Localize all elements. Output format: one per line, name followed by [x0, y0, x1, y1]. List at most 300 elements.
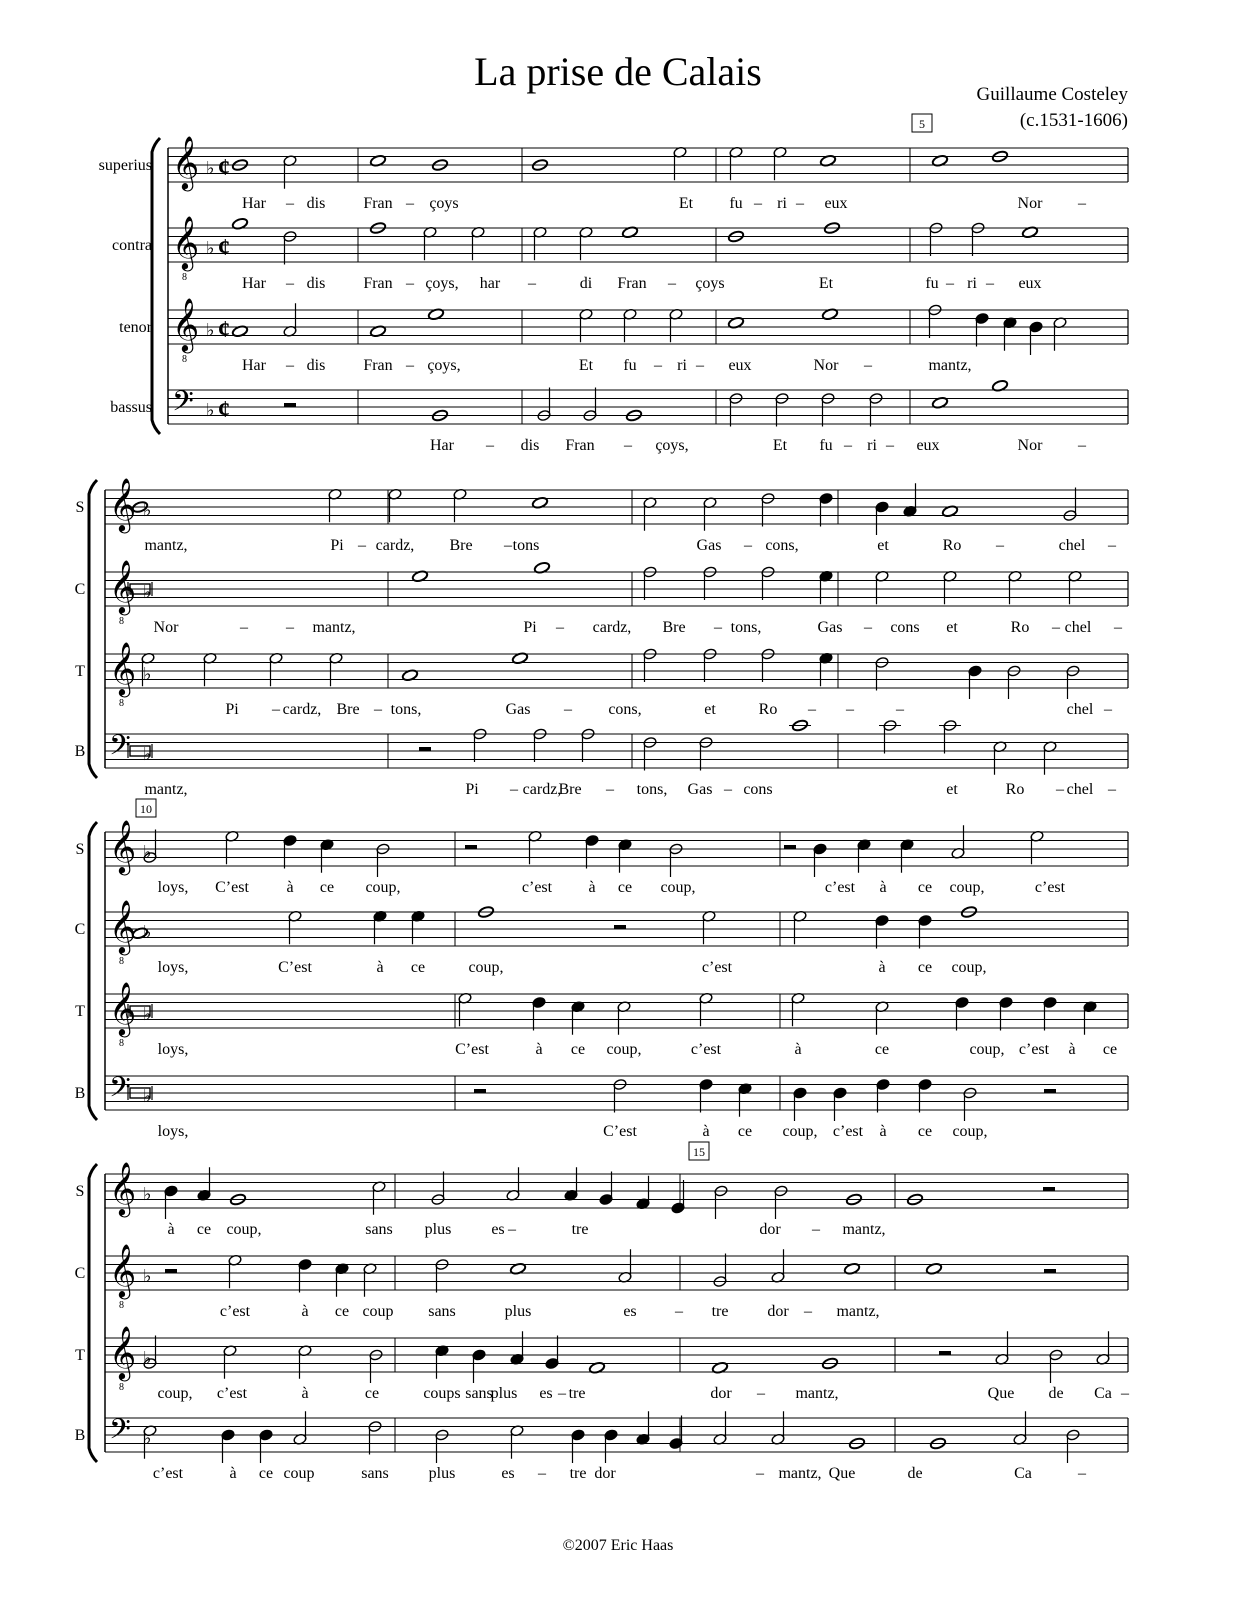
lyric-hyphen: – [374, 701, 382, 718]
staff [99, 135, 1128, 212]
lyric-syllable: ce [737, 1123, 753, 1140]
octave-eight-icon: 8 [119, 1038, 124, 1049]
lyric-hyphen: – [844, 437, 852, 454]
voice-label: contra [112, 237, 152, 254]
voice-label: B [74, 743, 86, 760]
lyric-syllable: Ro [1005, 781, 1025, 798]
lyric-syllable: cons [890, 619, 920, 636]
voice-label: tenor [119, 319, 152, 336]
lyric-hyphen: – [286, 619, 294, 636]
lyric-syllable: c’est [1034, 879, 1066, 896]
lyric-hyphen: – [538, 1465, 546, 1482]
treble-clef-icon: 𝄞 [109, 1325, 137, 1379]
staff [76, 477, 1128, 554]
lyric-hyphen: – [754, 195, 762, 212]
lyric-hyphen: – [1114, 619, 1122, 636]
staff [75, 981, 1128, 1058]
lyric-syllable: dis [306, 195, 326, 212]
lyric-syllable: mantz, [144, 537, 188, 554]
staff [75, 1325, 1130, 1402]
lyric-syllable: Fran [617, 275, 647, 292]
lyric-syllable: tons, [390, 701, 422, 718]
lyric-hyphen: – [286, 357, 294, 374]
flat-icon: ♭ [206, 320, 215, 340]
lyric-hyphen: – [510, 781, 518, 798]
lyric-syllable: sans [361, 1465, 389, 1482]
rest-icon [614, 925, 626, 929]
lyric-syllable: chel [1064, 619, 1092, 636]
lyric-syllable: Nor [813, 357, 839, 374]
lyric-syllable: à [376, 959, 384, 976]
lyric-syllable: plus [428, 1465, 456, 1482]
lyric-hyphen: – [508, 1221, 516, 1238]
lyric-hyphen: – [486, 437, 494, 454]
lyric-syllable: dis [306, 275, 326, 292]
composer-name: Guillaume Costeley [976, 84, 1128, 105]
lyric-hyphen: – [1052, 619, 1060, 636]
lyric-syllable: coup [283, 1465, 315, 1482]
lyric-syllable: et [877, 537, 889, 554]
lyric-hyphen: – [406, 195, 414, 212]
lyric-syllable: eux [728, 357, 752, 374]
lyric-syllable: sans [428, 1303, 456, 1320]
lyric-syllable: har [479, 275, 501, 292]
lyric-syllable: C’est [278, 959, 312, 976]
lyric-syllable: sans [465, 1385, 493, 1402]
lyric-syllable: coup, [468, 959, 504, 976]
lyric-syllable: es [539, 1385, 553, 1402]
lyric-hyphen: – [812, 1221, 820, 1238]
voice-label: S [75, 499, 85, 516]
lyric-hyphen: – [714, 619, 722, 636]
lyric-syllable: c’est [1018, 1041, 1050, 1058]
lyric-syllable: eux [916, 437, 940, 454]
staff [76, 819, 1128, 896]
lyric-syllable: ce [874, 1041, 890, 1058]
lyric-syllable: coups [423, 1385, 461, 1402]
voice-label: S [75, 841, 85, 858]
lyric-syllable: et [946, 781, 958, 798]
treble-clef-icon: 𝄞 [109, 559, 137, 613]
lyric-syllable: coup, [660, 879, 696, 896]
lyric-syllable: coup, [951, 959, 987, 976]
lyric-syllable: Et [772, 437, 788, 454]
system [75, 799, 1128, 1140]
lyric-syllable: ce [570, 1041, 586, 1058]
lyric-syllable: Fran [565, 437, 595, 454]
lyric-syllable: mantz, [836, 1303, 880, 1320]
lyric-syllable: Bre [662, 619, 686, 636]
lyric-hyphen: – [896, 701, 904, 718]
lyric-syllable: à [1068, 1041, 1076, 1058]
lyric-syllable: fu [729, 195, 743, 212]
lyric-syllable: Ca [1014, 1465, 1032, 1482]
lyric-syllable: Ro [1010, 619, 1030, 636]
lyric-hyphen: – [808, 701, 816, 718]
lyric-syllable: tons [512, 537, 540, 554]
lyric-syllable: Bre [449, 537, 473, 554]
lyric-syllable: sans [365, 1221, 393, 1238]
lyric-hyphen: – [1108, 537, 1116, 554]
lyric-syllable: es [491, 1221, 505, 1238]
staff [75, 899, 1128, 976]
flat-icon: ♭ [206, 238, 215, 258]
lyric-syllable: es [623, 1303, 637, 1320]
lyric-syllable: de [907, 1465, 923, 1482]
lyric-syllable: coup, [226, 1221, 262, 1238]
voice-label: C [74, 921, 86, 938]
lyric-syllable: eux [1018, 275, 1042, 292]
voice-label: C [74, 581, 86, 598]
treble-clef-icon: 𝄞 [109, 1161, 137, 1215]
system [75, 477, 1128, 798]
lyric-hyphen: – [606, 781, 614, 798]
measure-number: 15 [693, 1145, 705, 1159]
lyric-hyphen: – [796, 195, 804, 212]
lyric-syllable: çoys, [655, 437, 689, 454]
voice-label: T [75, 1347, 85, 1364]
lyric-syllable: ce [917, 1123, 933, 1140]
lyric-hyphen: – [358, 537, 366, 554]
lyric-hyphen: – [240, 619, 248, 636]
lyric-syllable: çoys, [427, 357, 461, 374]
lyric-hyphen: – [1078, 437, 1086, 454]
cut-time-icon: ¢ [218, 235, 230, 261]
lyric-syllable: dor [759, 1221, 781, 1238]
voice-label: S [75, 1183, 85, 1200]
lyric-hyphen: – [558, 1385, 566, 1402]
flat-icon: ♭ [143, 1086, 152, 1106]
lyric-syllable: es [501, 1465, 515, 1482]
lyric-syllable: Et [678, 195, 694, 212]
lyric-syllable: cons [743, 781, 773, 798]
lyric-hyphen: – [756, 1465, 764, 1482]
lyric-syllable: mantz, [795, 1385, 839, 1402]
rest-icon [1043, 1187, 1055, 1191]
lyric-hyphen: – [1108, 781, 1116, 798]
bass-clef-icon: 𝄢 [109, 1071, 131, 1111]
lyric-hyphen: – [654, 357, 662, 374]
lyric-syllable: çoys [695, 275, 725, 292]
staff [75, 1071, 1128, 1140]
lyric-hyphen: – [624, 437, 632, 454]
lyric-syllable: Fran [363, 275, 393, 292]
lyric-syllable: à [794, 1041, 802, 1058]
flat-icon: ♭ [143, 1348, 152, 1368]
flat-icon: ♭ [143, 744, 152, 764]
lyric-syllable: mantz, [778, 1465, 822, 1482]
lyric-hyphen: – [406, 275, 414, 292]
lyric-syllable: Nor [1017, 437, 1043, 454]
treble-clef-icon: 𝄞 [172, 297, 200, 351]
lyric-syllable: ce [334, 1303, 350, 1320]
rest-icon [1044, 1089, 1056, 1093]
lyric-syllable: à [588, 879, 596, 896]
lyric-syllable: C’est [603, 1123, 637, 1140]
lyric-syllable: ce [410, 959, 426, 976]
octave-eight-icon: 8 [182, 354, 187, 365]
lyric-syllable: di [579, 275, 593, 292]
lyric-syllable: Pi [330, 537, 344, 554]
rest-icon [419, 747, 431, 751]
lyric-syllable: C’est [215, 879, 249, 896]
lyric-hyphen: – [556, 619, 564, 636]
lyric-syllable: ri [867, 437, 877, 454]
lyric-syllable: à [879, 1123, 887, 1140]
lyric-syllable: loys, [157, 1041, 189, 1058]
lyric-syllable: et [946, 619, 958, 636]
lyric-syllable: ce [917, 959, 933, 976]
lyric-syllable: Gas [817, 619, 843, 636]
lyric-syllable: coup, [606, 1041, 642, 1058]
lyric-syllable: dis [520, 437, 540, 454]
lyric-syllable: Gas [696, 537, 722, 554]
lyric-hyphen: – [675, 1303, 683, 1320]
lyric-hyphen: – [724, 781, 732, 798]
system-bracket [89, 1164, 97, 1462]
treble-clef-icon: 𝄞 [109, 819, 137, 873]
octave-eight-icon: 8 [182, 272, 187, 283]
lyric-syllable: Pi [225, 701, 239, 718]
lyric-syllable: et [704, 701, 716, 718]
flat-icon: ♭ [206, 400, 215, 420]
lyric-hyphen: – [286, 195, 294, 212]
rest-icon [1044, 1269, 1056, 1273]
lyric-syllable: Que [828, 1465, 856, 1482]
lyric-hyphen: – [804, 1303, 812, 1320]
lyric-syllable: c’est [216, 1385, 248, 1402]
lyric-syllable: dor [767, 1303, 789, 1320]
lyric-syllable: ce [258, 1465, 274, 1482]
lyric-syllable: chel [1058, 537, 1086, 554]
lyric-syllable: à [878, 959, 886, 976]
lyric-syllable: à [879, 879, 887, 896]
lyric-syllable: à [702, 1123, 710, 1140]
lyric-syllable: coup, [969, 1041, 1005, 1058]
page-title: La prise de Calais [474, 49, 762, 94]
lyric-syllable: Nor [1017, 195, 1043, 212]
lyric-syllable: tre [569, 1465, 587, 1482]
lyric-syllable: c’est [832, 1123, 864, 1140]
lyric-syllable: Ro [758, 701, 778, 718]
rest-icon [465, 845, 477, 849]
flat-icon: ♭ [143, 500, 152, 520]
lyric-syllable: çoys [429, 195, 459, 212]
lyric-syllable: Bre [558, 781, 582, 798]
voice-label: C [74, 1265, 86, 1282]
lyric-syllable: cons, [765, 537, 799, 554]
cut-time-icon: ¢ [218, 155, 230, 181]
flat-icon: ♭ [143, 664, 152, 684]
staff [75, 719, 1128, 798]
lyric-syllable: plus [504, 1303, 532, 1320]
lyric-syllable: fu [623, 357, 637, 374]
lyric-hyphen: – [1104, 701, 1112, 718]
lyric-syllable: Nor [153, 619, 179, 636]
lyric-syllable: cardz, [375, 537, 415, 554]
lyric-hyphen: – [504, 537, 512, 554]
lyric-syllable: c’est [152, 1465, 184, 1482]
lyric-syllable: Fran [363, 357, 393, 374]
lyric-syllable: coup [362, 1303, 394, 1320]
lyric-syllable: cardz, [522, 781, 562, 798]
lyric-syllable: mantz, [144, 781, 188, 798]
bass-clef-icon: 𝄢 [109, 1413, 131, 1453]
voice-label: superius [98, 157, 152, 174]
lyric-hyphen: – [986, 275, 994, 292]
lyric-syllable: de [1048, 1385, 1064, 1402]
lyric-syllable: tre [711, 1303, 729, 1320]
flat-icon: ♭ [143, 1004, 152, 1024]
lyric-syllable: cardz, [282, 701, 322, 718]
lyric-syllable: eux [824, 195, 848, 212]
lyric-syllable: loys, [157, 879, 189, 896]
lyric-syllable: çoys, [425, 275, 459, 292]
system-bracket [89, 822, 97, 1120]
lyric-syllable: chel [1066, 781, 1094, 798]
lyric-syllable: Bre [336, 701, 360, 718]
lyric-hyphen: – [757, 1385, 765, 1402]
flat-icon: ♭ [143, 1428, 152, 1448]
lyric-hyphen: – [1056, 781, 1064, 798]
lyric-syllable: Et [818, 275, 834, 292]
lyric-syllable: ce [319, 879, 335, 896]
lyric-syllable: ce [1102, 1041, 1118, 1058]
lyric-syllable: C’est [455, 1041, 489, 1058]
rest-icon [784, 845, 796, 849]
lyric-syllable: coup, [365, 879, 401, 896]
lyric-syllable: coup, [949, 879, 985, 896]
lyric-syllable: c’est [701, 959, 733, 976]
treble-clef-icon: 𝄞 [109, 899, 137, 953]
lyric-syllable: Ca [1094, 1385, 1112, 1402]
octave-eight-icon: 8 [119, 698, 124, 709]
lyric-hyphen: – [1078, 195, 1086, 212]
staff [75, 1243, 1128, 1320]
measure-number: 10 [140, 802, 152, 816]
lyric-hyphen: – [696, 357, 704, 374]
flat-icon: ♭ [143, 1184, 152, 1204]
lyric-hyphen: – [564, 701, 572, 718]
rest-icon [284, 403, 296, 407]
lyric-syllable: dor [710, 1385, 732, 1402]
lyric-syllable: coup, [782, 1123, 818, 1140]
lyric-hyphen: – [272, 701, 280, 718]
lyric-syllable: tons, [730, 619, 762, 636]
flat-icon: ♭ [143, 922, 152, 942]
lyric-syllable: plus [424, 1221, 452, 1238]
lyric-syllable: Har [242, 357, 266, 374]
lyric-syllable: tre [568, 1385, 586, 1402]
voice-label: bassus [110, 399, 152, 416]
lyric-hyphen: – [996, 537, 1004, 554]
lyric-hyphen: – [286, 275, 294, 292]
measure-number: 5 [919, 117, 925, 131]
treble-clef-icon: 𝄞 [109, 981, 137, 1035]
lyric-hyphen: – [886, 437, 894, 454]
lyric-syllable: mantz, [312, 619, 356, 636]
lyric-syllable: tre [571, 1221, 589, 1238]
staff [75, 641, 1128, 718]
lyric-syllable: ri [677, 357, 687, 374]
lyric-syllable: dor [594, 1465, 616, 1482]
bass-clef-icon: 𝄢 [172, 385, 194, 425]
voice-label: B [74, 1085, 86, 1102]
lyric-syllable: c’est [219, 1303, 251, 1320]
treble-clef-icon: 𝄞 [109, 477, 137, 531]
lyric-syllable: Har [242, 275, 266, 292]
lyric-syllable: à [286, 879, 294, 896]
treble-clef-icon: 𝄞 [172, 215, 200, 269]
treble-clef-icon: 𝄞 [109, 1243, 137, 1297]
lyric-syllable: mantz, [842, 1221, 886, 1238]
lyric-hyphen: – [946, 275, 954, 292]
rest-icon [474, 1089, 486, 1093]
staff [112, 215, 1128, 292]
lyric-hyphen: – [864, 619, 872, 636]
lyric-syllable: à [167, 1221, 175, 1238]
lyric-syllable: plus [490, 1385, 518, 1402]
lyric-hyphen: – [668, 275, 676, 292]
bass-clef-icon: 𝄢 [109, 729, 131, 769]
lyric-syllable: cons, [608, 701, 642, 718]
lyric-syllable: Har [242, 195, 266, 212]
treble-clef-icon: 𝄞 [172, 135, 200, 189]
lyric-syllable: c’est [824, 879, 856, 896]
lyric-syllable: Har [430, 437, 454, 454]
lyric-syllable: Pi [465, 781, 479, 798]
cut-time-icon: ¢ [218, 317, 230, 343]
lyric-syllable: fu [819, 437, 833, 454]
lyric-syllable: loys, [157, 1123, 189, 1140]
lyric-hyphen: – [846, 701, 854, 718]
lyric-syllable: c’est [521, 879, 553, 896]
octave-eight-icon: 8 [119, 616, 124, 627]
system-bracket [152, 138, 160, 434]
lyric-syllable: coup, [157, 1385, 193, 1402]
lyric-hyphen: – [1078, 1465, 1086, 1482]
flat-icon: ♭ [143, 1266, 152, 1286]
lyric-hyphen: – [864, 357, 872, 374]
lyric-syllable: ce [364, 1385, 380, 1402]
lyric-syllable: à [301, 1385, 309, 1402]
lyric-hyphen: – [406, 357, 414, 374]
lyric-syllable: fu [925, 275, 939, 292]
lyric-syllable: ri [777, 195, 787, 212]
lyric-syllable: Fran [363, 195, 393, 212]
system [75, 1142, 1130, 1482]
octave-eight-icon: 8 [119, 1382, 124, 1393]
cut-time-icon: ¢ [218, 397, 230, 423]
lyric-syllable: Pi [523, 619, 537, 636]
voice-label: B [74, 1427, 86, 1444]
staff [75, 1411, 1128, 1482]
staff [75, 559, 1128, 636]
lyric-syllable: ce [617, 879, 633, 896]
lyric-syllable: mantz, [928, 357, 972, 374]
flat-icon: ♭ [143, 842, 152, 862]
lyric-syllable: Que [987, 1385, 1015, 1402]
octave-eight-icon: 8 [119, 956, 124, 967]
staff [110, 379, 1128, 454]
lyric-syllable: ri [967, 275, 977, 292]
staff [76, 1161, 1128, 1238]
lyric-syllable: tons, [636, 781, 668, 798]
lyric-hyphen: – [1121, 1385, 1129, 1402]
staff [119, 297, 1128, 374]
lyric-syllable: ce [917, 879, 933, 896]
lyric-syllable: coup, [952, 1123, 988, 1140]
